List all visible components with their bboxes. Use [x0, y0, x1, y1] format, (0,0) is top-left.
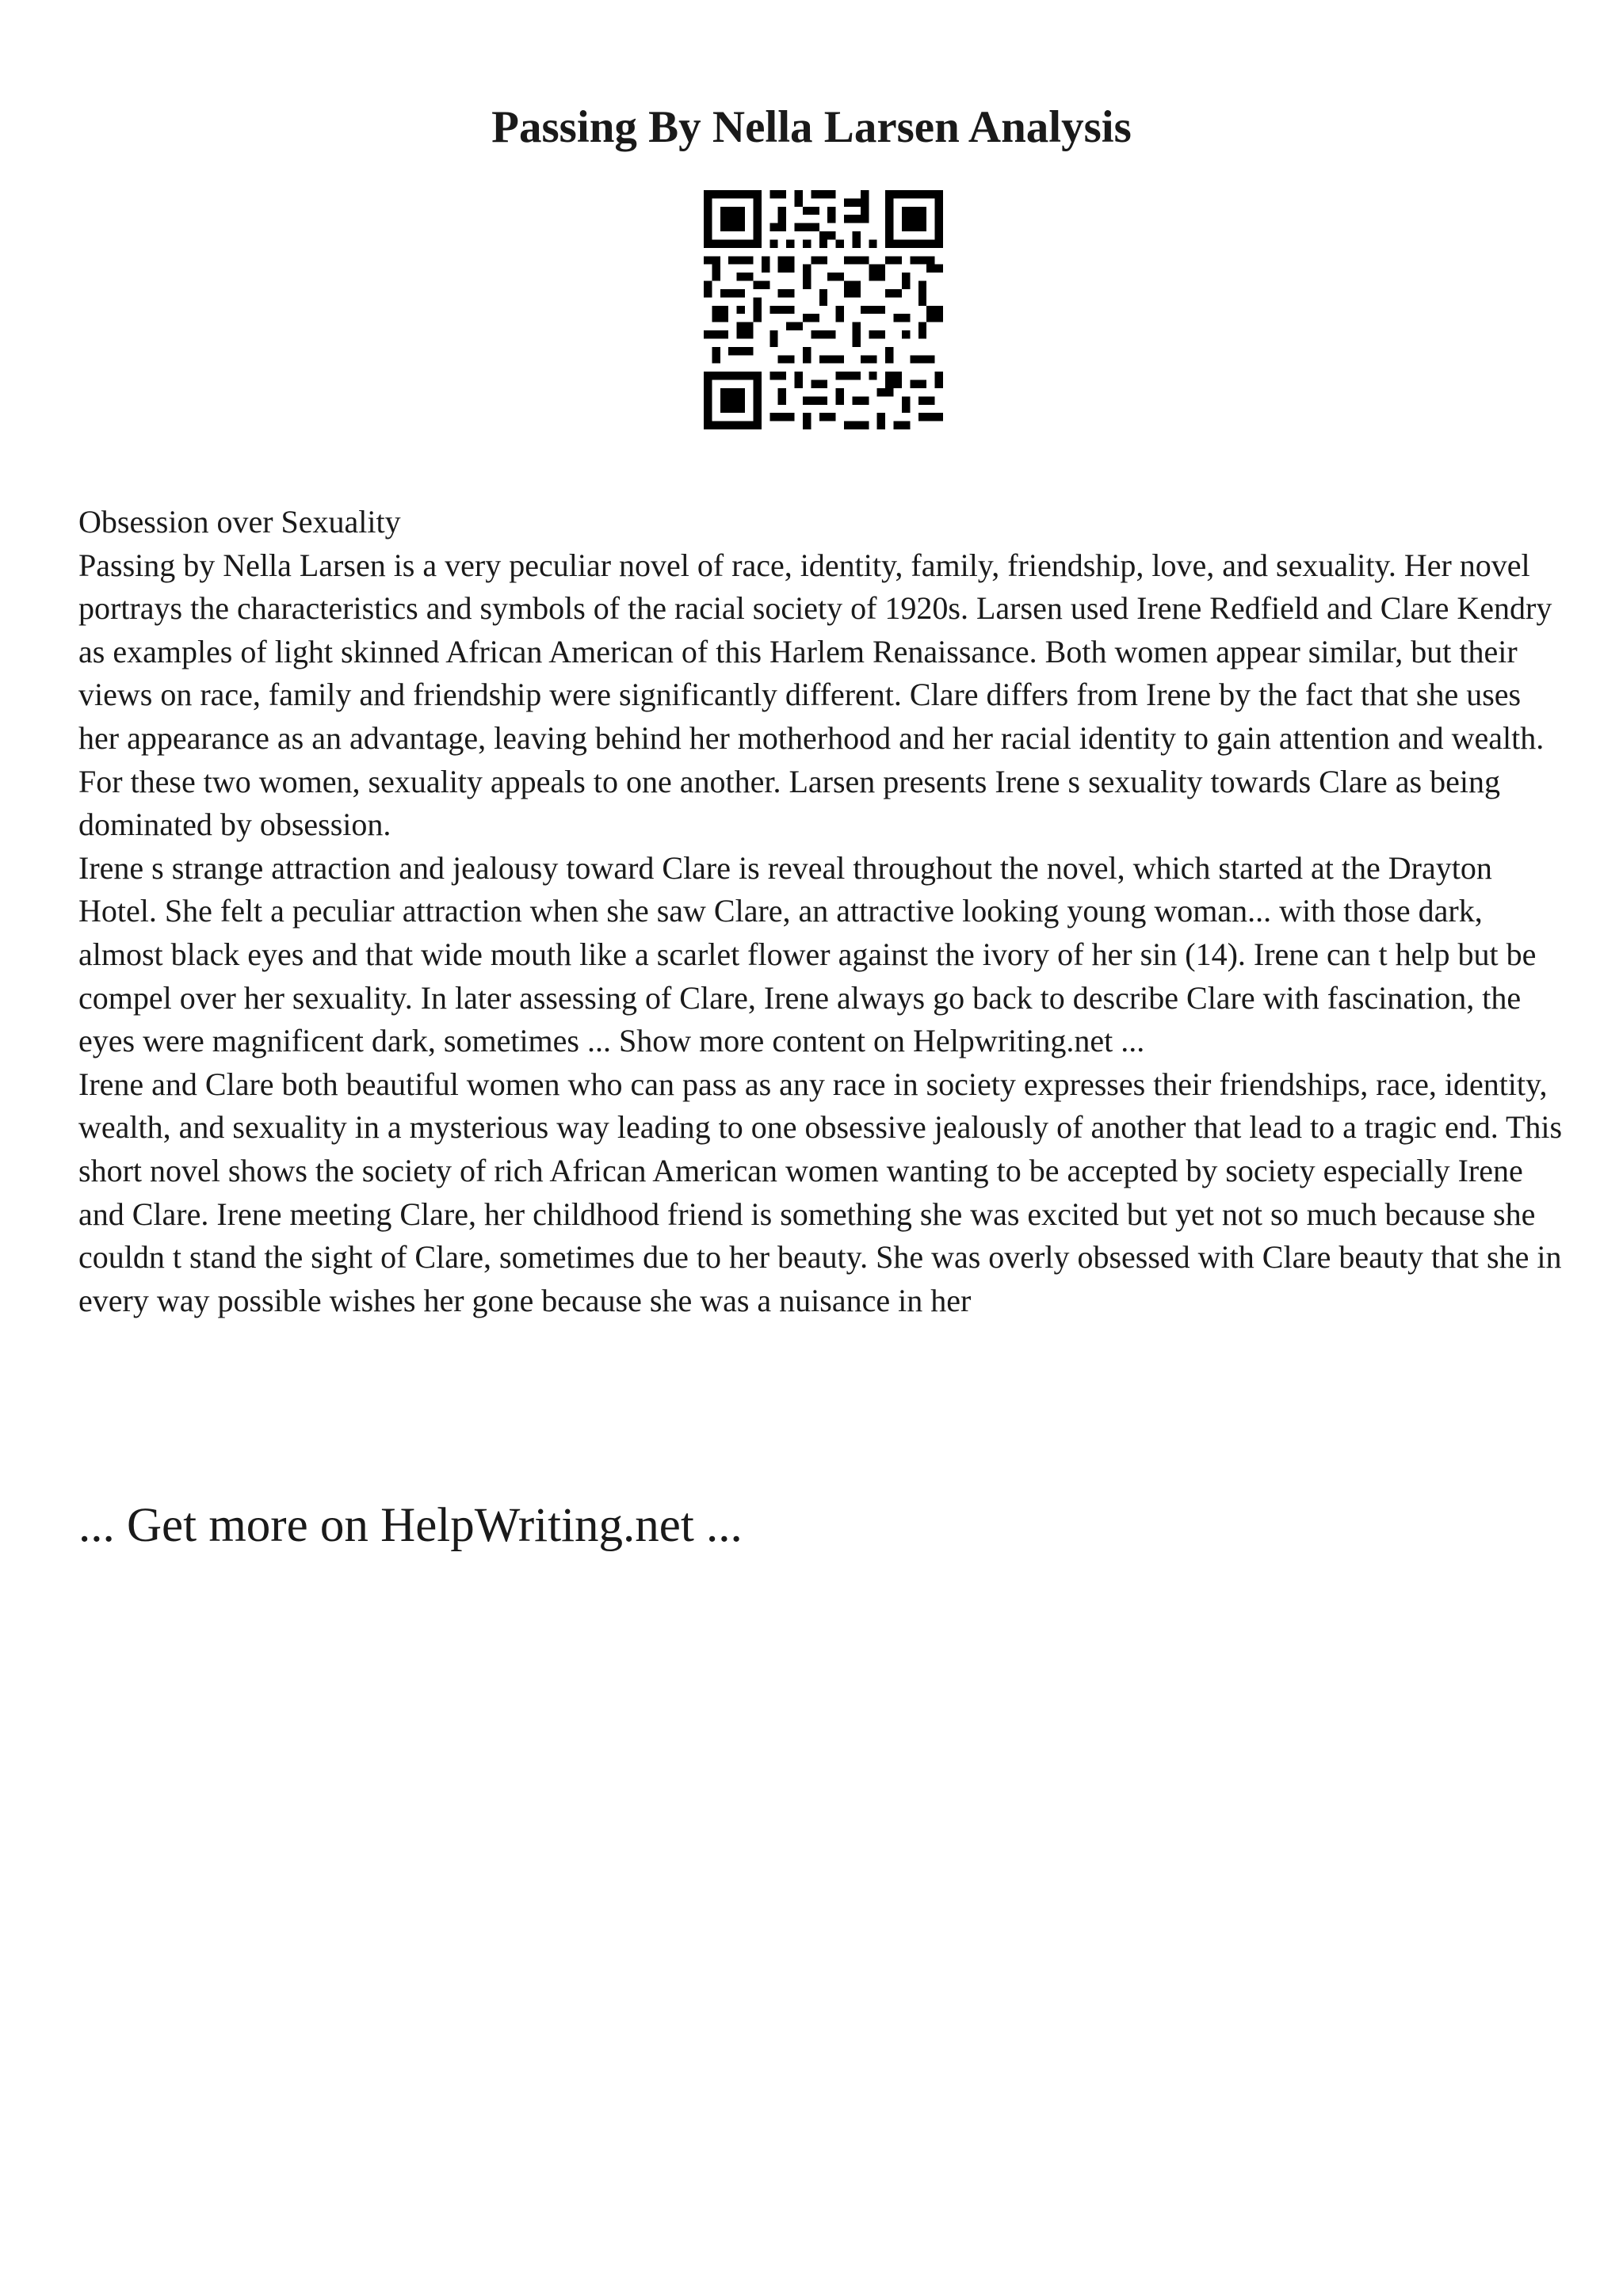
article-body [78, 501, 1568, 1322]
section-heading: Obsession over Sexuality [78, 504, 401, 540]
paragraph: Irene and Clare both beautiful women who can pass as any race in society expresses their friendships, race, identity, wealth, and sexuality in a mysterious way leading to one obsessive jealously of another that lead to a tragic end. This short novel shows the society of rich African American women wanting to be accepted by society especially Irene and Clare. Irene meeting Clare, her childhood friend is something she was excited but yet not so much because she couldn t stand the sight of Clare, sometimes due to her beauty. She was overly obsessed with Clare beauty that she in every way possible wishes her gone because she was a nuisance in her [78, 1066, 1563, 1318]
document-title: Passing By Nella Larsen Analysis [491, 102, 1132, 152]
paragraph: Passing by Nella Larsen is a very peculiar novel of race, identity, family, friendship, love, and sexuality. Her novel portrays the characteristics and symbols of the racial society of 1920s. Larsen used Irene Redfield and Clare Kendry as examples of light skinned African American of this Harlem Renaissance. Both women appear similar, but their views on race, family and friendship were significantly different. Clare differs from Irene by the fact that she uses her appearance as an advantage, leaving behind her motherhood and her racial identity to gain attention and wealth. For these two women, sexuality appeals to one another. Larsen presents Irene s sexuality towards Clare as being dominated by obsession. [78, 547, 1552, 843]
get-more-link[interactable]: ... Get more on HelpWriting.net ... [78, 1499, 743, 1552]
qr-code-graphic [704, 190, 943, 429]
qr-code-icon[interactable] [704, 190, 943, 429]
paragraph: Irene s strange attraction and jealousy toward Clare is reveal throughout the novel, which started at the Drayton Hotel. She felt a peculiar attraction when she saw Clare, an attractive looking young woman... with those dark, almost black eyes and that wide mouth like a scarlet flower against the ivory of her sin (14). Irene can t help but be compel over her sexuality. In later assessing of Clare, Irene always go back to describe Clare with fascination, the eyes were magnificent dark, sometimes ... Show more content on Helpwriting.net ... [78, 849, 1537, 1059]
